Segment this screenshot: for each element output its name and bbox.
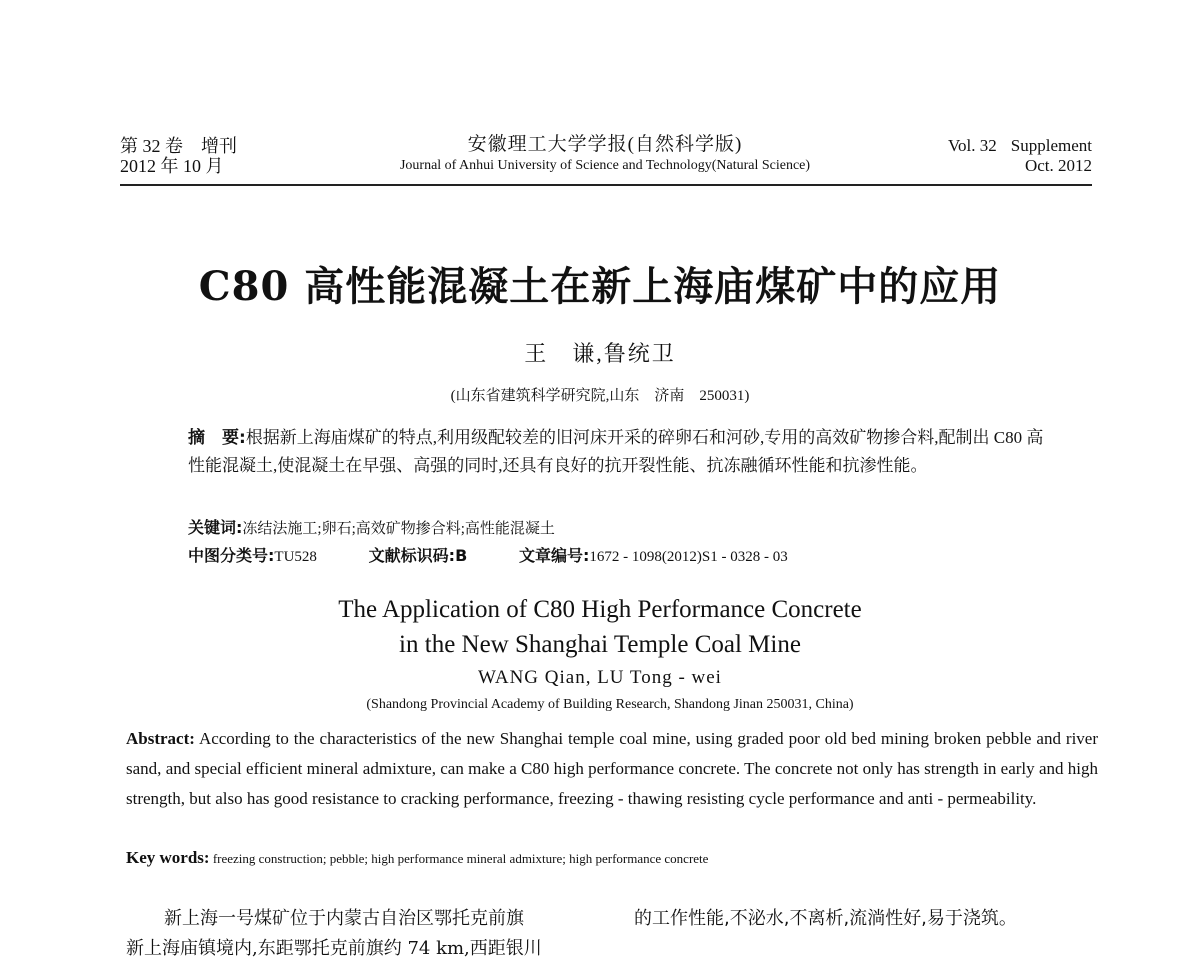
keywords-cn-text: 冻结法施工;卵石;高效矿物掺合料;高性能混凝土 <box>242 521 555 537</box>
journal-title-cn: 安徽理工大学学报(自然科学版) <box>467 134 743 155</box>
classification-info <box>188 544 1048 569</box>
keywords-en-label: Key words: <box>126 848 210 867</box>
volume-en: Vol. 32 <box>947 136 997 155</box>
journal-issue-info <box>120 136 237 176</box>
abstract-en <box>126 724 1098 814</box>
abstract-cn-label: 摘 要: <box>188 428 246 448</box>
affiliation-en: (Shandong Provincial Academy of Building Research, Shandong Jinan 250031, China) <box>366 697 854 712</box>
paper-title-cn: C80 高性能混凝土在新上海庙煤矿中的应用 <box>198 263 1002 310</box>
paper-title-en-line2: in the New Shanghai Temple Coal Mine <box>399 631 801 658</box>
abstract-en-label: Abstract: <box>126 729 195 748</box>
keywords-cn <box>188 516 1048 541</box>
body-column-right: 的工作性能,不泌水,不离析,流淌性好,易于浇筑。 <box>634 908 1017 929</box>
body-paragraph-line: 新上海一号煤矿位于内蒙古自治区鄂托克前旗 <box>164 908 524 929</box>
journal-title <box>340 134 870 176</box>
authors-cn: 王 谦,鲁统卫 <box>524 341 676 366</box>
body-paragraph-line: 新上海庙镇境内,东距鄂托克前旗约 74 km,西距银川 <box>126 938 542 959</box>
keywords-cn-label: 关键词: <box>188 518 243 537</box>
body-column-left <box>126 904 626 964</box>
keywords-en <box>126 845 1098 872</box>
clc-number: 中图分类号:TU528 <box>188 546 317 565</box>
paper-title-en <box>0 592 1200 662</box>
date-cn: 2012 年 10 月 <box>120 156 224 176</box>
journal-title-en: Journal of Anhui University of Science and Technology(Natural Science) <box>399 158 811 173</box>
journal-issue-info-en <box>900 136 1092 176</box>
header-rule <box>120 184 1092 186</box>
affiliation-cn: (山东省建筑科学研究院,山东 济南 250031) <box>450 388 750 404</box>
supplement-en: Supplement <box>1010 136 1092 155</box>
document-code: 文献标识码:B <box>368 546 468 565</box>
keywords-en-text: freezing construction; pebble; high performance mineral admixture; high performance concrete <box>212 851 709 866</box>
article-number: 文章编号:1672 - 1098(2012)S1 - 0328 - 03 <box>519 546 788 565</box>
volume-cn: 第 32 卷 增刊 <box>120 136 237 156</box>
abstract-cn-text: 根据新上海庙煤矿的特点,利用级配较差的旧河床开采的碎卵石和河砂,专用的高效矿物掺合料,配制出 C80 高性能混凝土,使混凝土在早强、高强的同时,还具有良好的抗开裂性能、抗冻融循环性能和抗渗性能。 <box>188 428 1044 475</box>
authors-en: WANG Qian, LU Tong - wei <box>478 667 722 688</box>
abstract-cn <box>188 424 1048 479</box>
date-en: Oct. 2012 <box>1024 156 1092 175</box>
paper-title-en-line1: The Application of C80 High Performance Concrete <box>338 596 862 623</box>
abstract-en-text: According to the characteristics of the new Shanghai temple coal mine, using graded poor old bed mining broken pebble and river sand, and special efficient mineral admixture, can make a C80 high performance concrete. The concrete not only has strength in early and high strength, but also has good resistance to cracking performance, freezing - thawing resisting cycle performance and anti - permeability. <box>126 729 1098 808</box>
